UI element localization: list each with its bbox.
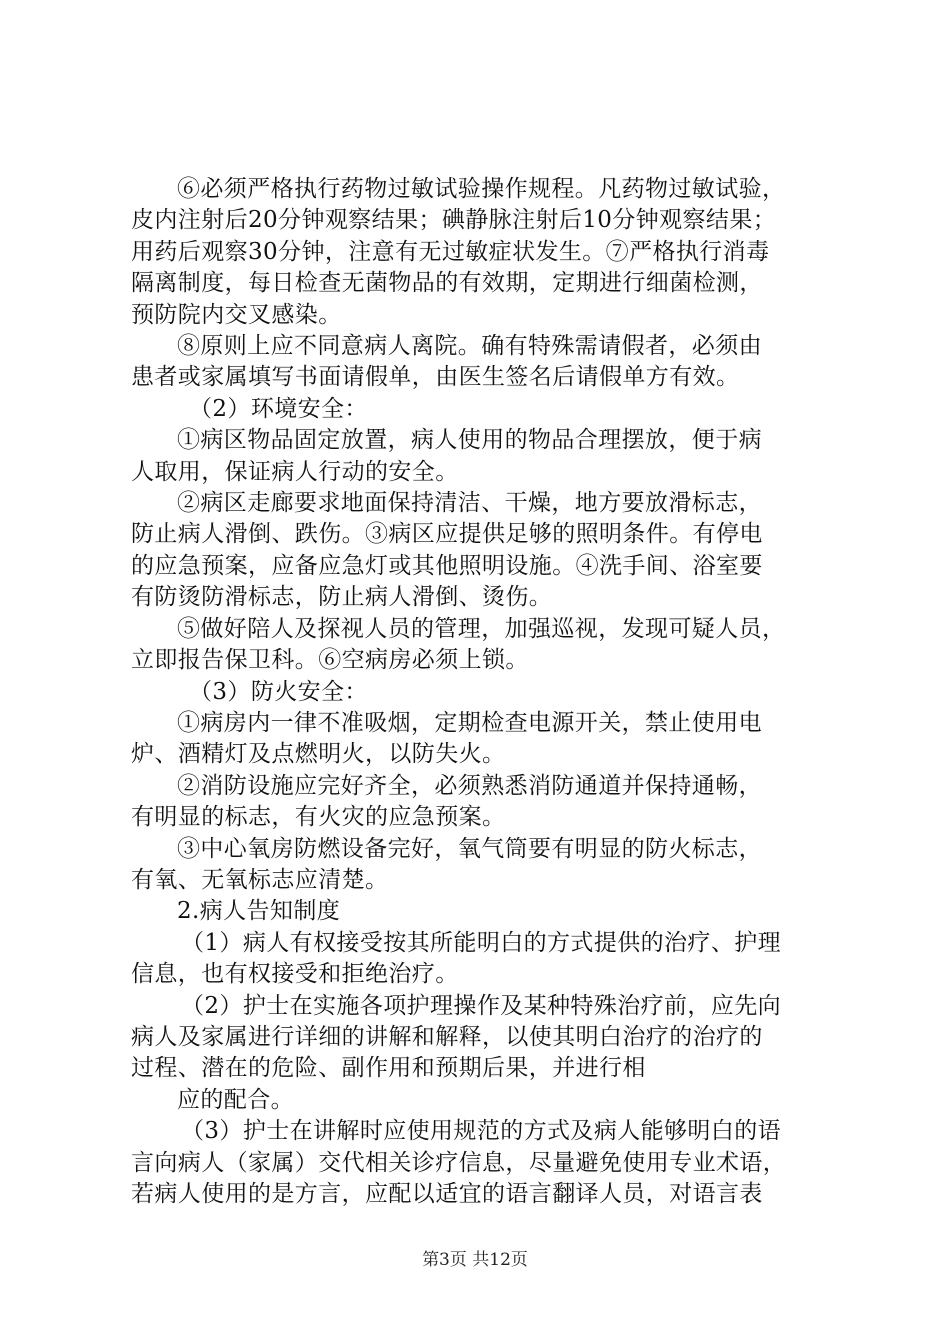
text-line: 有氧、无氧标志应清楚。 [131, 866, 389, 893]
text-line: 炉、酒精灯及点燃明火，以防失火。 [131, 741, 506, 768]
text-line: 有防烫防滑标志，防止病人滑倒、烫伤。 [131, 584, 553, 611]
page-number-footer: 第3页 共12页 [422, 1250, 528, 1270]
text-line: （1）病人有权接受按其所能明白的方式提供的治疗、护理 [181, 929, 782, 956]
text-line: ③中心氧房防燃设备完好，氧气筒要有明显的防火标志， [177, 835, 762, 862]
text-line: （3）护士在讲解时应使用规范的方式及病人能够明白的语 [181, 1118, 782, 1145]
section-heading: （3）防火安全： [189, 678, 368, 705]
text-line: ①病区物品固定放置，病人使用的物品合理摆放，便于病 [177, 427, 762, 454]
text-line: 预防院内交叉感染。 [131, 301, 342, 328]
text-line: ⑤做好陪人及探视人员的管理，加强巡视，发现可疑人员， [177, 615, 786, 642]
text-line: 病人及家属进行详细的讲解和解释，以使其明白治疗的治疗的 [131, 1023, 763, 1050]
text-line: 用药后观察30分钟，注意有无过敏症状发生。⑦严格执行消毒 [131, 238, 770, 265]
text-line: 患者或家属填写书面请假单，由医生签名后请假单方有效。 [131, 364, 740, 391]
text-line: ⑥必须严格执行药物过敏试验操作规程。凡药物过敏试验， [177, 176, 786, 202]
text-line: 防止病人滑倒、跌伤。③病区应提供足够的照明条件。有停电 [131, 521, 763, 548]
text-line: 隔离制度，每日检查无菌物品的有效期，定期进行细菌检测， [131, 270, 763, 297]
text-line: 应的配合。 [177, 1086, 294, 1113]
text-line: 信息，也有权接受和拒绝治疗。 [131, 961, 459, 988]
text-line: 过程、潜在的危险、副作用和预期后果，并进行相 [131, 1055, 646, 1082]
text-line: 立即报告保卫科。⑥空病房必须上锁。 [131, 647, 529, 674]
text-line: 人取用，保证病人行动的安全。 [131, 458, 459, 485]
section-heading: 2.病人告知制度 [177, 898, 341, 925]
text-line: ⑧原则上应不同意病人离院。确有特殊需请假者，必须由 [177, 333, 762, 360]
section-heading: （2）环境安全： [189, 395, 368, 422]
text-line: 若病人使用的是方言，应配以适宜的语言翻译人员，对语言表 [131, 1181, 763, 1207]
text-line: 有明显的标志，有火灾的应急预案。 [131, 804, 506, 831]
document-body [131, 174, 831, 1210]
text-line: 的应急预案，应备应急灯或其他照明设施。④洗手间、浴室要 [131, 552, 763, 579]
text-line: 言向病人（家属）交代相关诊疗信息，尽量避免使用专业术语， [131, 1149, 787, 1176]
text-line: （2）护士在实施各项护理操作及某种特殊治疗前，应先向 [181, 992, 782, 1019]
text-line: ①病房内一律不准吸烟，定期检查电源开关，禁止使用电 [177, 709, 762, 736]
text-line: ②病区走廊要求地面保持清洁、干燥，地方要放滑标志， [177, 490, 762, 517]
text-line: ②消防设施应完好齐全，必须熟悉消防通道并保持通畅， [177, 772, 762, 799]
text-line: 皮内注射后20分钟观察结果；碘静脉注射后10分钟观察结果； [131, 207, 777, 234]
